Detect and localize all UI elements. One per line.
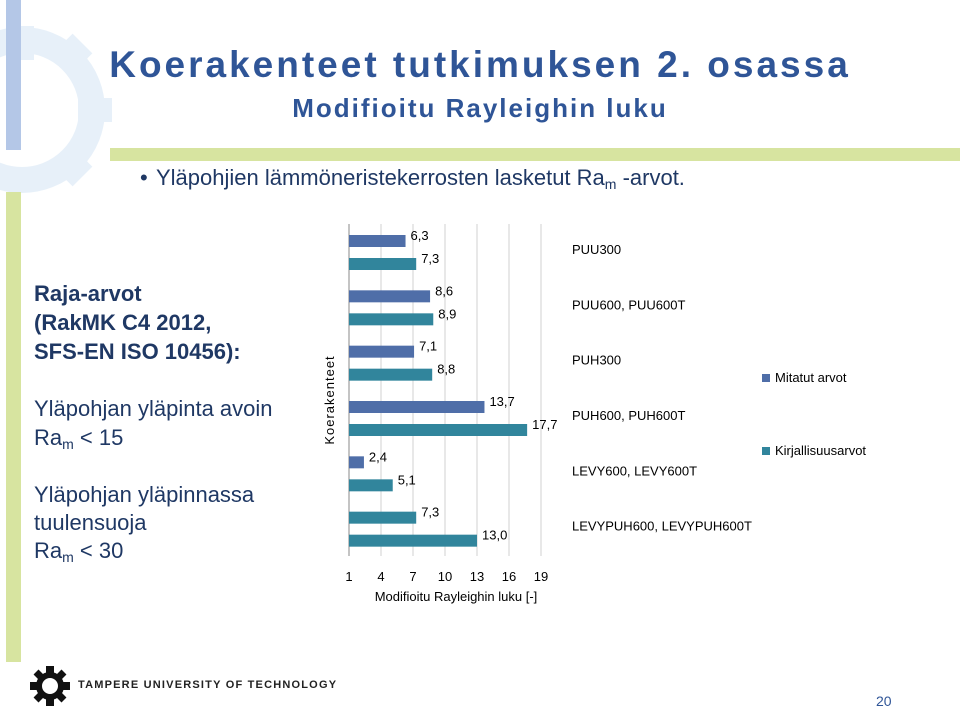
bar (349, 424, 527, 436)
bar-data-label: 6,3 (410, 228, 429, 243)
ra-label: Ra (34, 425, 63, 450)
legend-label: Mitatut arvot (775, 370, 847, 385)
x-tick-label: 19 (533, 569, 549, 584)
ra-subscript: m (62, 549, 74, 565)
limit-heading-2: (RakMK C4 2012, (34, 310, 212, 335)
x-tick-label: 16 (501, 569, 517, 584)
category-label: LEVYPUH600, LEVYPUH600T (572, 518, 752, 534)
legend-label: Kirjallisuusarvot (775, 443, 867, 458)
limit-heading-3: SFS-EN ISO 10456): (34, 339, 241, 364)
bar-data-label: 13,7 (489, 394, 515, 409)
y-axis-label: Koerakenteet (322, 355, 337, 445)
legend-swatch (762, 447, 770, 455)
bullet-text: Yläpohjien lämmöneristekerrosten lasketut Ra (156, 165, 605, 190)
ra-subscript: m (62, 436, 74, 452)
bar-data-label: 17,7 (532, 417, 558, 432)
bar (349, 535, 477, 547)
university-logo-icon (28, 664, 72, 708)
category-label: LEVY600, LEVY600T (572, 463, 698, 479)
bar-data-label: 2,4 (368, 449, 388, 465)
x-tick-label: 10 (437, 569, 453, 584)
limit-heading-1: Raja-arvot (34, 281, 142, 306)
bar (349, 401, 484, 413)
category-label: PUU300 (572, 242, 622, 257)
bar-data-label: 8,8 (437, 361, 456, 377)
x-tick-label: 7 (409, 569, 417, 584)
university-name: TAMPERE UNIVERSITY OF TECHNOLOGY (78, 679, 338, 691)
x-tick-label: 4 (377, 569, 385, 584)
slide-subtitle: Modifioitu Rayleighin luku (292, 93, 668, 123)
bullet-suffix: -arvot. (616, 165, 685, 190)
bar (349, 456, 364, 468)
bar-data-label: 8,6 (435, 283, 454, 299)
limit-line-2: Yläpohjan yläpinnassa (34, 482, 255, 507)
bar-data-label: 7,3 (421, 504, 440, 520)
bar (349, 313, 433, 325)
bar-data-label: 8,9 (438, 306, 457, 322)
ra-condition: < 15 (73, 425, 124, 450)
bar-data-label: 5,1 (397, 472, 416, 488)
legend-swatch (762, 374, 770, 382)
bar (349, 346, 414, 358)
ra-condition: < 30 (73, 538, 124, 563)
category-label: PUU600, PUU600T (572, 297, 686, 313)
category-label: PUH300 (572, 352, 622, 368)
bar (349, 290, 430, 302)
bar-data-label: 13,0 (482, 527, 508, 543)
bullet-dot-icon: • (140, 165, 148, 190)
ra-label: Ra (34, 538, 63, 563)
x-tick-label: 1 (345, 569, 353, 584)
x-axis-label: Modifioitu Rayleighin luku [-] (374, 589, 538, 604)
bar (349, 369, 432, 381)
bar-data-label: 7,1 (419, 338, 438, 354)
bar-data-label: 7,3 (421, 251, 440, 266)
limit-line-1: Yläpohjan yläpinta avoin (34, 396, 273, 421)
bar (349, 235, 406, 247)
bar (349, 479, 393, 491)
category-label: PUH600, PUH600T (572, 408, 686, 423)
limit-line-3: tuulensuoja (34, 510, 147, 535)
page-number: 20 (876, 693, 892, 709)
bar (349, 258, 416, 270)
bullet-subscript: m (604, 176, 617, 192)
x-tick-label: 13 (469, 569, 485, 584)
bar (349, 512, 416, 524)
slide-title: Koerakenteet tutkimuksen 2. osassa (109, 44, 851, 85)
